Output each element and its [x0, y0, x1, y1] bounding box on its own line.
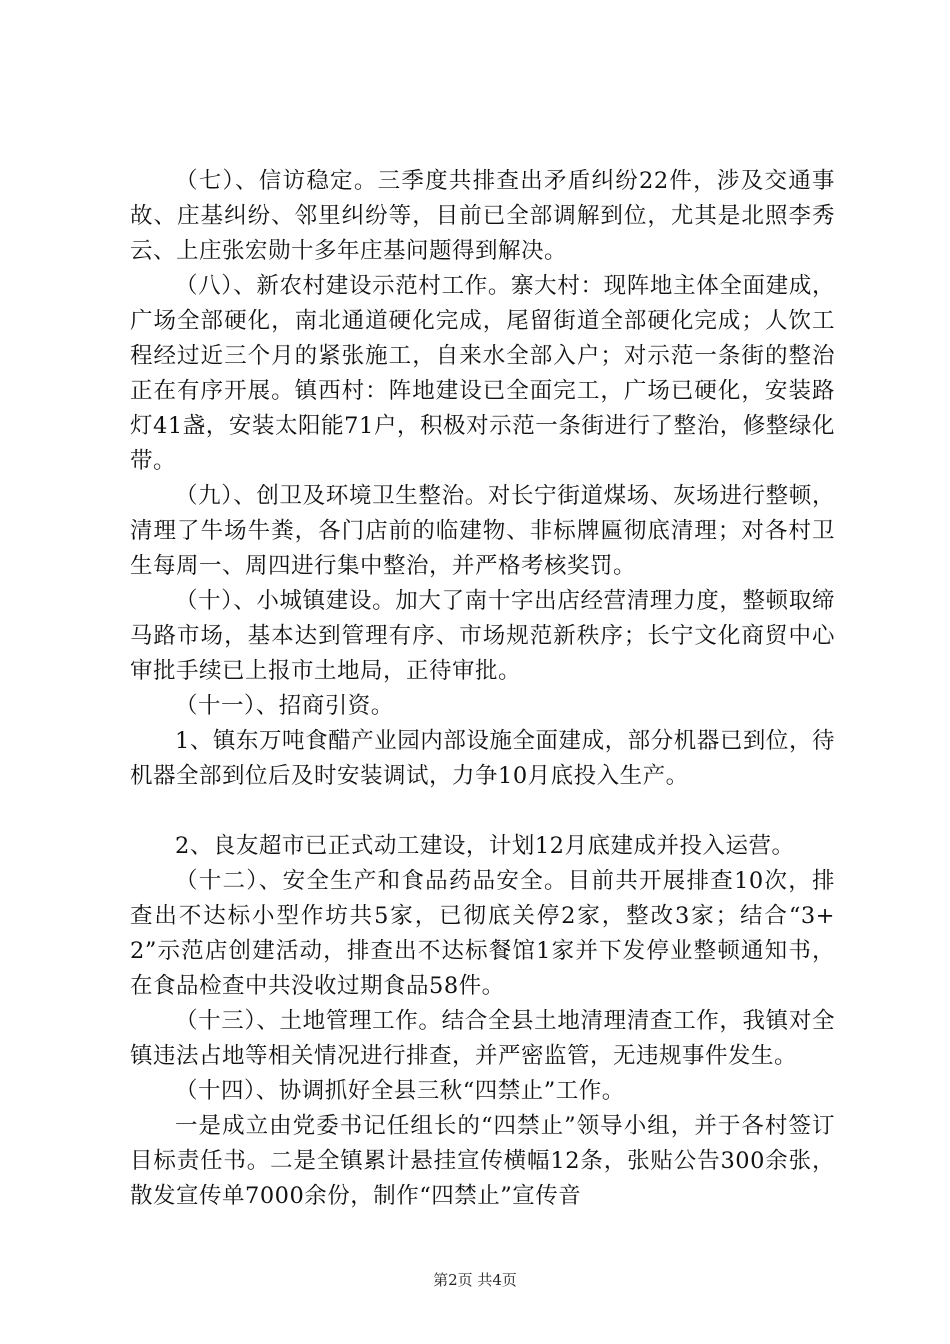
paragraph-safety: （十二）、安全生产和食品药品安全。目前共开展排查10次，排查出不达标小型作坊共5家，已彻底关停2家，整改3家；结合“3+2”示范店创建活动，排查出不达标餐馆1家并下发停业整顿通知书，在食品检查中共没收过期食品58件。 — [130, 868, 835, 999]
paragraph-four-prohibitions-body: 一是成立由党委书记任组长的“四禁止”领导小组，并于各村签订目标责任书。二是全镇累计悬挂宣传横幅12条，张贴公告300余张，散发宣传单7000余份，制作“四禁止”宣传音 — [130, 1113, 835, 1209]
paragraph-four-prohibitions-heading: （十四）、协调抓好全县三秋“四禁止”工作。 — [175, 1078, 625, 1104]
paragraph-land-management: （十三）、土地管理工作。结合全县土地清理清查工作，我镇对全镇违法占地等相关情况进行排查，并严密监管，无违规事件发生。 — [130, 1008, 835, 1069]
page-footer: 第2页 共4页 — [433, 1271, 517, 1289]
paragraph-sanitation: （九）、创卫及环境卫生整治。对长宁街道煤场、灰场进行整顿，清理了牛场牛粪，各门店前的临建物、非标牌匾彻底清理；对各村卫生每周一、周四进行集中整治，并严格考核奖罚。 — [130, 483, 835, 579]
paragraph-model-village: （八）、新农村建设示范村工作。寨大村：现阵地主体全面建成，广场全部硬化，南北通道硬化完成，尾留街道全部硬化完成；人饮工程经过近三个月的紧张施工，自来水全部入户；对示范一条街的整治正在有序开展。镇西村：阵地建设已全面完工，广场已硬化，安装路灯41盏，安装太阳能71户，积极对示范一条街进行了整治，修整绿化带。 — [130, 273, 835, 474]
document-body — [130, 164, 835, 1214]
paragraph-petition-stability: （七）、信访稳定。三季度共排查出矛盾纠纷22件，涉及交通事故、庄基纠纷、邻里纠纷等，目前已全部调解到位，尤其是北照李秀云、上庄张宏勋十多年庄基问题得到解决。 — [130, 168, 835, 264]
paragraph-investment-heading: （十一）、招商引资。 — [175, 693, 394, 719]
paragraph-town-construction: （十）、小城镇建设。加大了南十字出店经营清理力度，整顿取缔马路市场，基本达到管理有序、市场规范新秩序；长宁文化商贸中心审批手续已上报市土地局，正待审批。 — [130, 588, 835, 684]
paragraph-gap — [130, 794, 835, 829]
paragraph-investment-item-2: 2、良友超市已正式动工建设，计划12月底建成并投入运营。 — [175, 833, 795, 859]
paragraph-investment-item-1: 1、镇东万吨食醋产业园内部设施全面建成，部分机器已到位，待机器全部到位后及时安装调试，力争10月底投入生产。 — [130, 728, 835, 789]
